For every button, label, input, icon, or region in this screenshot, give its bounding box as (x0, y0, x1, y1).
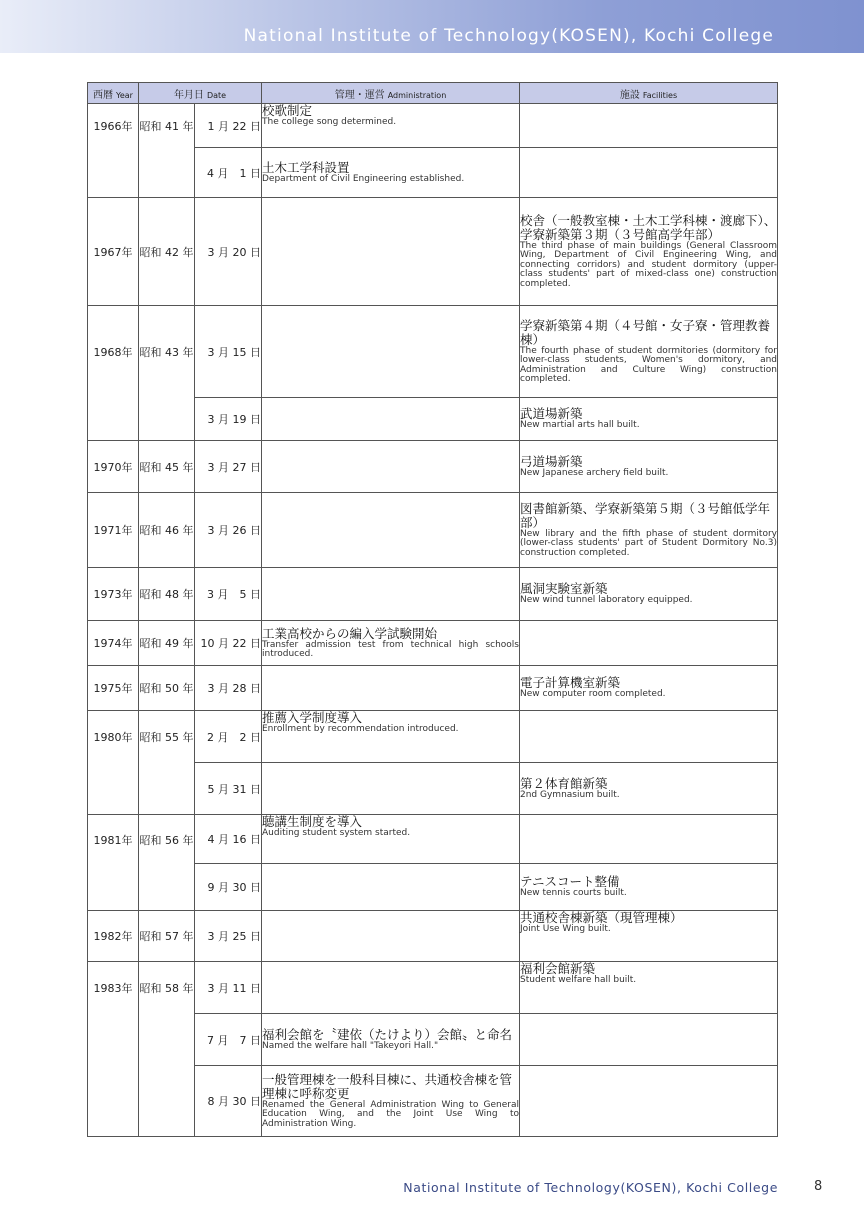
table-row (88, 306, 778, 398)
date-cell: 3 月 5 日 (195, 568, 262, 621)
date-cell: 3 月 26 日 (195, 493, 262, 568)
facilities-cell-jp: 風洞実験室新築 (520, 581, 608, 597)
page-number: 8 (814, 1179, 823, 1194)
facilities-cell (520, 666, 778, 711)
date-cell: 3 月 20 日 (195, 198, 262, 306)
admin-cell-en: Transfer admission test from technical high schools introduced. (262, 639, 519, 659)
admin-cell-jp: 土木工学科設置 (262, 159, 350, 175)
admin-column-header: 管理・運営 Administration (262, 83, 520, 104)
facilities-cell-en: New wind tunnel laboratory equipped. (520, 595, 693, 606)
footer-text: National Institute of Technology(KOSEN), Kochi College (403, 1180, 778, 1195)
era-cell: 昭和 50 年 (139, 666, 195, 711)
facilities-cell-jp: 弓道場新築 (520, 453, 583, 469)
admin-cell-jp: 校歌制定 (262, 103, 313, 118)
admin-cell-en: Renamed the General Administration Wing to General Education Wing, and the Joint Use Wing to Administration Wing. (262, 1099, 519, 1129)
era-cell: 昭和 42 年 (139, 198, 195, 306)
admin-cell (262, 621, 520, 666)
admin-cell (262, 441, 520, 493)
facilities-cell-jp: 学寮新築第４期（４号館・女子寮・管理教養棟） (520, 317, 771, 347)
admin-cell-en: Enrollment by recommendation introduced. (262, 724, 459, 734)
year-cell: 1968年 (88, 306, 139, 441)
year-cell: 1975年 (88, 666, 139, 711)
facilities-cell (520, 306, 778, 398)
era-cell: 昭和 45 年 (139, 441, 195, 493)
facilities-cell-jp: 第２体育館新築 (520, 775, 608, 791)
date-cell: 7 月 7 日 (195, 1014, 262, 1066)
admin-cell (262, 763, 520, 815)
facilities-cell-jp: 校舎（一般教室棟・土木工学科棟・渡廊下）、学寮新築第３期（３号館高学年部） (520, 212, 777, 242)
facilities-cell (520, 621, 778, 666)
facilities-cell-jp: 図書館新築、学寮新築第５期（３号館低学年部） (520, 500, 771, 530)
admin-cell (262, 1014, 520, 1066)
admin-cell (262, 493, 520, 568)
facilities-cell (520, 198, 778, 306)
admin-cell (262, 911, 520, 962)
admin-cell (262, 398, 520, 441)
admin-cell-en: Department of Civil Engineering established. (262, 173, 465, 184)
date-cell: 4 月 16 日 (195, 815, 262, 864)
admin-cell (262, 962, 520, 1014)
year-cell: 1973年 (88, 568, 139, 621)
table-row (88, 962, 778, 1014)
date-cell: 3 月 19 日 (195, 398, 262, 441)
facilities-cell (520, 441, 778, 493)
table-row (88, 198, 778, 306)
date-cell: 5 月 31 日 (195, 763, 262, 815)
table-row (88, 711, 778, 763)
year-cell: 1983年 (88, 962, 139, 1137)
table-row (88, 441, 778, 493)
admin-cell-jp: 推薦入学制度導入 (262, 710, 363, 725)
facilities-cell-jp: 電子計算機室新築 (520, 675, 621, 691)
table-row (88, 911, 778, 962)
table-row (88, 666, 778, 711)
facilities-cell (520, 148, 778, 198)
era-cell: 昭和 48 年 (139, 568, 195, 621)
admin-cell-jp: 聴講生制度を導入 (262, 814, 363, 829)
date-cell: 1 月 22 日 (195, 104, 262, 148)
era-cell: 昭和 41 年 (139, 104, 195, 198)
year-cell: 1982年 (88, 911, 139, 962)
admin-cell (262, 711, 520, 763)
admin-cell (262, 864, 520, 911)
date-cell: 3 月 27 日 (195, 441, 262, 493)
facilities-column-header: 施設 Facilities (520, 83, 778, 104)
table-row (88, 493, 778, 568)
header-band (0, 0, 864, 53)
date-cell: 3 月 15 日 (195, 306, 262, 398)
facilities-cell-en: New computer room completed. (520, 689, 666, 700)
date-cell: 3 月 25 日 (195, 911, 262, 962)
admin-cell (262, 104, 520, 148)
history-body (88, 104, 778, 1137)
facilities-cell-en: New tennis courts built. (520, 888, 627, 899)
facilities-cell (520, 763, 778, 815)
header-title: National Institute of Technology(KOSEN), Kochi College (243, 26, 774, 46)
facilities-cell (520, 568, 778, 621)
admin-cell-jp: 工業高校からの編入学試験開始 (262, 625, 438, 641)
admin-cell-jp: 福利会館を〝建依（たけより）会館〟と命名 (262, 1026, 513, 1042)
date-cell: 8 月 30 日 (195, 1066, 262, 1137)
date-column-header: 年月日 Date (139, 83, 262, 104)
facilities-cell-en: 2nd Gymnasium built. (520, 789, 620, 800)
era-cell: 昭和 56 年 (139, 815, 195, 911)
facilities-cell (520, 493, 778, 568)
era-cell: 昭和 55 年 (139, 711, 195, 815)
facilities-cell (520, 815, 778, 864)
facilities-cell (520, 911, 778, 962)
year-cell: 1974年 (88, 621, 139, 666)
year-cell: 1970年 (88, 441, 139, 493)
date-cell: 9 月 30 日 (195, 864, 262, 911)
facilities-cell-en: Joint Use Wing built. (520, 924, 611, 934)
facilities-cell (520, 1066, 778, 1137)
date-cell: 4 月 1 日 (195, 148, 262, 198)
date-cell: 3 月 28 日 (195, 666, 262, 711)
table-header-row (88, 83, 778, 104)
admin-cell (262, 815, 520, 864)
facilities-cell-jp: 武道場新築 (520, 406, 583, 422)
facilities-cell (520, 711, 778, 763)
admin-cell (262, 568, 520, 621)
era-cell: 昭和 57 年 (139, 911, 195, 962)
facilities-cell-en: New Japanese archery field built. (520, 467, 669, 478)
admin-cell (262, 1066, 520, 1137)
table-row (88, 621, 778, 666)
admin-cell-jp: 一般管理棟を一般科目棟に、共通校舎棟を管理棟に呼称変更 (262, 1071, 513, 1101)
year-cell: 1981年 (88, 815, 139, 911)
date-cell: 2 月 2 日 (195, 711, 262, 763)
admin-cell (262, 148, 520, 198)
date-cell: 3 月 11 日 (195, 962, 262, 1014)
table-row (88, 815, 778, 864)
admin-cell (262, 306, 520, 398)
admin-cell (262, 666, 520, 711)
facilities-cell-en: Student welfare hall built. (520, 975, 637, 985)
facilities-cell-en: New martial arts hall built. (520, 420, 640, 431)
table-row (88, 104, 778, 148)
admin-cell-en: Named the welfare hall "Takeyori Hall." (262, 1040, 439, 1051)
era-cell: 昭和 46 年 (139, 493, 195, 568)
table-row (88, 568, 778, 621)
year-cell: 1967年 (88, 198, 139, 306)
era-cell: 昭和 58 年 (139, 962, 195, 1137)
year-cell: 1966年 (88, 104, 139, 198)
admin-cell-en: The college song determined. (262, 117, 397, 127)
facilities-cell-jp: テニスコート整備 (520, 874, 620, 890)
era-cell: 昭和 49 年 (139, 621, 195, 666)
facilities-cell-jp: 福利会館新築 (520, 961, 596, 976)
facilities-cell (520, 1014, 778, 1066)
facilities-cell (520, 864, 778, 911)
era-cell: 昭和 43 年 (139, 306, 195, 441)
facilities-cell (520, 962, 778, 1014)
history-table (87, 82, 778, 1137)
year-cell: 1980年 (88, 711, 139, 815)
date-cell: 10 月 22 日 (195, 621, 262, 666)
admin-cell-en: Auditing student system started. (262, 828, 411, 838)
facilities-cell-en: New library and the fifth phase of student dormitory (lower-class students' part of Student Dormitory No.3) construction completed. (520, 528, 777, 558)
facilities-cell-jp: 共通校舎棟新築（現管理棟） (520, 910, 683, 925)
facilities-cell-en: The third phase of main buildings (General Classroom Wing, Department of Civil Engineering Wing, and connecting corridors) and student dormitory (upper-class students' part of mixed-class one) construction completed. (520, 240, 777, 289)
facilities-cell (520, 398, 778, 441)
year-cell: 1971年 (88, 493, 139, 568)
admin-cell (262, 198, 520, 306)
facilities-cell-en: The fourth phase of student dormitories (dormitory for lower-class students, Women's dormitory, and Administration and Culture Wing) construction completed. (520, 345, 777, 384)
facilities-cell (520, 104, 778, 148)
year-column-header: 西暦 Year (88, 83, 139, 104)
